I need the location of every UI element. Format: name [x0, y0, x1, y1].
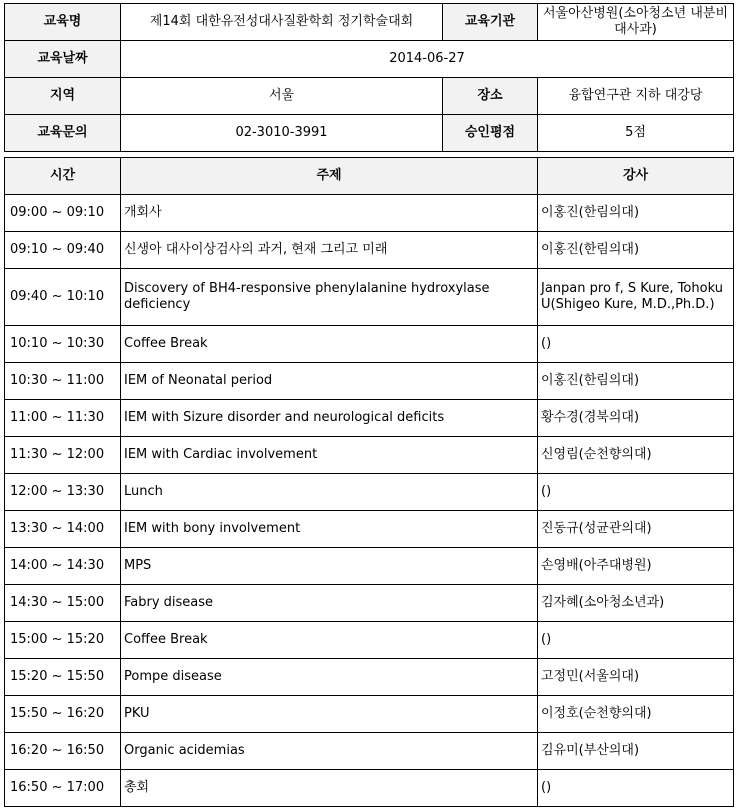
table-row — [5, 585, 734, 622]
org-label: 교육기관 — [443, 4, 538, 41]
topic-cell: IEM with Cardiac involvement — [121, 437, 538, 474]
time-cell: 12:00 ~ 13:30 — [5, 474, 121, 511]
speaker-cell: 손영배(아주대병원) — [538, 548, 734, 585]
table-row — [5, 400, 734, 437]
time-cell: 15:20 ~ 15:50 — [5, 659, 121, 696]
topic-cell: 신생아 대사이상검사의 과거, 현재 그리고 미래 — [121, 232, 538, 269]
speaker-cell: () — [538, 770, 734, 807]
time-cell: 16:20 ~ 16:50 — [5, 733, 121, 770]
table-row — [5, 474, 734, 511]
topic-cell: Pompe disease — [121, 659, 538, 696]
speaker-cell: () — [538, 622, 734, 659]
topic-cell: Coffee Break — [121, 326, 538, 363]
topic-cell: MPS — [121, 548, 538, 585]
table-row — [5, 511, 734, 548]
topic-cell: Lunch — [121, 474, 538, 511]
education-info-table — [4, 3, 734, 152]
place-value: 융합연구관 지하 대강당 — [538, 78, 734, 115]
schedule-header-row — [5, 158, 734, 195]
table-row — [5, 363, 734, 400]
topic-cell: Organic acidemias — [121, 733, 538, 770]
date-value: 2014-06-27 — [121, 41, 734, 78]
table-row — [5, 659, 734, 696]
speaker-header: 강사 — [538, 158, 734, 195]
table-row — [5, 437, 734, 474]
speaker-cell: 진동규(성균관의대) — [538, 511, 734, 548]
speaker-cell: () — [538, 474, 734, 511]
time-cell: 09:10 ~ 09:40 — [5, 232, 121, 269]
time-cell: 13:30 ~ 14:00 — [5, 511, 121, 548]
credit-value: 5점 — [538, 115, 734, 152]
time-cell: 15:50 ~ 16:20 — [5, 696, 121, 733]
table-row — [5, 232, 734, 269]
speaker-cell: 이홍진(한림의대) — [538, 232, 734, 269]
speaker-cell: 황수경(경북의대) — [538, 400, 734, 437]
table-row — [5, 622, 734, 659]
speaker-cell: 김자혜(소아청소년과) — [538, 585, 734, 622]
time-cell: 15:00 ~ 15:20 — [5, 622, 121, 659]
info-row-date — [5, 41, 734, 78]
schedule-table — [4, 157, 734, 807]
topic-cell: PKU — [121, 696, 538, 733]
table-row — [5, 548, 734, 585]
name-label: 교육명 — [5, 4, 121, 41]
time-cell: 09:00 ~ 09:10 — [5, 195, 121, 232]
info-row-name — [5, 4, 734, 41]
topic-cell: Discovery of BH4-responsive phenylalanine hydroxylase deficiency — [121, 269, 538, 326]
topic-header: 주제 — [121, 158, 538, 195]
time-cell: 16:50 ~ 17:00 — [5, 770, 121, 807]
contact-value: 02-3010-3991 — [121, 115, 443, 152]
table-row — [5, 770, 734, 807]
credit-label: 승인평점 — [443, 115, 538, 152]
speaker-cell: 고정민(서울의대) — [538, 659, 734, 696]
topic-cell: Coffee Break — [121, 622, 538, 659]
speaker-cell: 이홍진(한림의대) — [538, 195, 734, 232]
contact-label: 교육문의 — [5, 115, 121, 152]
time-cell: 14:00 ~ 14:30 — [5, 548, 121, 585]
topic-cell: IEM with bony involvement — [121, 511, 538, 548]
speaker-cell: () — [538, 326, 734, 363]
time-cell: 09:40 ~ 10:10 — [5, 269, 121, 326]
time-cell: 10:30 ~ 11:00 — [5, 363, 121, 400]
name-value: 제14회 대한유전성대사질환학회 정기학술대회 — [121, 4, 443, 41]
region-label: 지역 — [5, 78, 121, 115]
info-row-contact — [5, 115, 734, 152]
time-cell: 10:10 ~ 10:30 — [5, 326, 121, 363]
time-cell: 11:30 ~ 12:00 — [5, 437, 121, 474]
time-cell: 14:30 ~ 15:00 — [5, 585, 121, 622]
topic-cell: IEM with Sizure disorder and neurological deficits — [121, 400, 538, 437]
date-label: 교육날짜 — [5, 41, 121, 78]
time-header: 시간 — [5, 158, 121, 195]
speaker-cell: 김유미(부산의대) — [538, 733, 734, 770]
table-row — [5, 326, 734, 363]
topic-cell: 총회 — [121, 770, 538, 807]
table-row — [5, 696, 734, 733]
place-label: 장소 — [443, 78, 538, 115]
table-row — [5, 195, 734, 232]
org-value: 서울아산병원(소아청소년 내분비대사과) — [538, 4, 734, 41]
topic-cell: IEM of Neonatal period — [121, 363, 538, 400]
speaker-cell: Janpan pro f, S Kure, Tohoku U(Shigeo Kure, M.D.,Ph.D.) — [538, 269, 734, 326]
region-value: 서울 — [121, 78, 443, 115]
speaker-cell: 이정호(순천향의대) — [538, 696, 734, 733]
topic-cell: 개회사 — [121, 195, 538, 232]
topic-cell: Fabry disease — [121, 585, 538, 622]
speaker-cell: 이홍진(한림의대) — [538, 363, 734, 400]
table-row — [5, 269, 734, 326]
time-cell: 11:00 ~ 11:30 — [5, 400, 121, 437]
info-row-region — [5, 78, 734, 115]
table-row — [5, 733, 734, 770]
speaker-cell: 신영림(순천향의대) — [538, 437, 734, 474]
